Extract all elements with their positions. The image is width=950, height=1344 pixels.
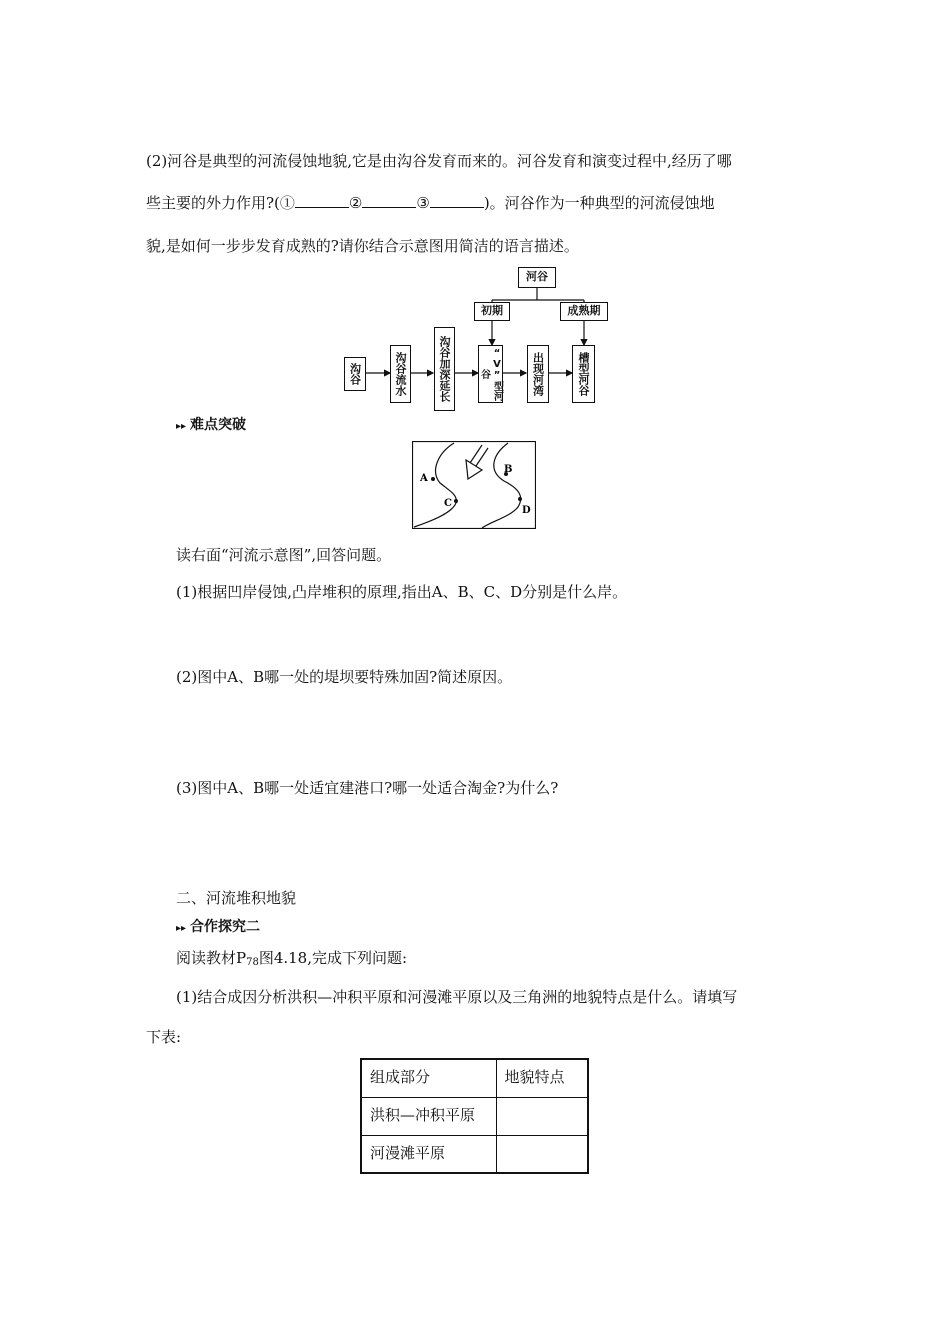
answer-blank-2[interactable] <box>362 193 416 208</box>
flow-stage-mature: 成熟期 <box>560 302 608 321</box>
part2-read-instruction <box>176 948 407 973</box>
point-c <box>454 499 458 503</box>
reading-q3: (3)图中A、B哪一处适宜建港口?哪一处适合淘金?为什么? <box>176 779 559 797</box>
flow-step-gully-water: 沟谷流水 <box>390 345 411 403</box>
flow-step-v-valley: “V”型河谷 <box>478 345 503 403</box>
part2-heading: 二、河流堆积地貌 <box>176 889 297 907</box>
reading-q1: (1)根据凹岸侵蚀,凸岸堆积的原理,指出A、B、C、D分别是什么岸。 <box>176 583 628 601</box>
flow-step-trough-valley: 槽型河谷 <box>572 345 595 403</box>
point-a <box>431 477 435 481</box>
valley-flowchart <box>340 265 610 415</box>
table-row <box>361 1097 588 1135</box>
landform-table <box>360 1058 589 1174</box>
q2-line1: (2)河谷是典型的河流侵蚀地貌,它是由沟谷发育而来的。河谷发育和演变过程中,经历了哪 <box>146 152 732 170</box>
flow-step-deepen: 沟谷加深延长 <box>434 327 455 411</box>
flow-stage-early: 初期 <box>474 302 510 321</box>
river-diagram <box>412 441 536 529</box>
label-d: D <box>522 505 531 516</box>
part2-q1-line1: (1)结合成因分析洪积—冲积平原和河漫滩平原以及三角洲的地貌特点是什么。请填写 <box>176 988 738 1006</box>
part2-q1-line2: 下表: <box>146 1028 182 1046</box>
flowchart-connectors <box>340 265 610 415</box>
label-a: A <box>420 473 428 484</box>
flow-step-meander: 出现河湾 <box>527 345 549 403</box>
table-row <box>361 1135 588 1173</box>
q2-line2-a: 些主要的外力作用?(① <box>146 194 295 212</box>
answer-blank-3[interactable] <box>430 193 484 208</box>
table-header-cell: 地貌特点 <box>496 1059 588 1097</box>
q2-line2 <box>146 193 715 213</box>
section-difficulty-title: 难点突破 <box>190 417 247 433</box>
flow-step-gully: 沟谷 <box>344 357 366 391</box>
read-text-b: 图4.18,完成下列问题: <box>258 949 408 967</box>
label-b: B <box>504 464 513 475</box>
q2-line2-b: ② <box>348 194 363 212</box>
reading-q2: (2)图中A、B哪一处的堤坝要特殊加固?简述原因。 <box>176 668 513 686</box>
point-d <box>518 497 522 501</box>
table-header-row <box>361 1059 588 1097</box>
q2-line3: 貌,是如何一步步发育成熟的?请你结合示意图用简洁的语言描述。 <box>146 237 579 255</box>
table-cell: 洪积—冲积平原 <box>361 1097 496 1135</box>
read-page-subscript: 78 <box>246 957 259 968</box>
section-difficulty <box>176 416 246 436</box>
section-explore <box>176 918 260 938</box>
section-marker-icon: ▸▸ <box>176 923 187 934</box>
flow-root-valley: 河谷 <box>518 267 556 288</box>
table-header-cell: 组成部分 <box>361 1059 496 1097</box>
q2-line2-d: )。河谷作为一种典型的河流侵蚀地 <box>483 194 715 212</box>
q2-line2-c: ③ <box>416 194 430 212</box>
reading-intro: 读右面“河流示意图”,回答问题。 <box>176 546 392 564</box>
read-text-a: 阅读教材P <box>176 949 247 967</box>
section-marker-icon: ▸▸ <box>176 421 187 432</box>
label-c: C <box>444 498 452 509</box>
table-answer-cell[interactable] <box>496 1097 588 1135</box>
section-explore-title: 合作探究二 <box>190 919 261 935</box>
table-answer-cell[interactable] <box>496 1135 588 1173</box>
table-cell: 河漫滩平原 <box>361 1135 496 1173</box>
answer-blank-1[interactable] <box>295 193 349 208</box>
